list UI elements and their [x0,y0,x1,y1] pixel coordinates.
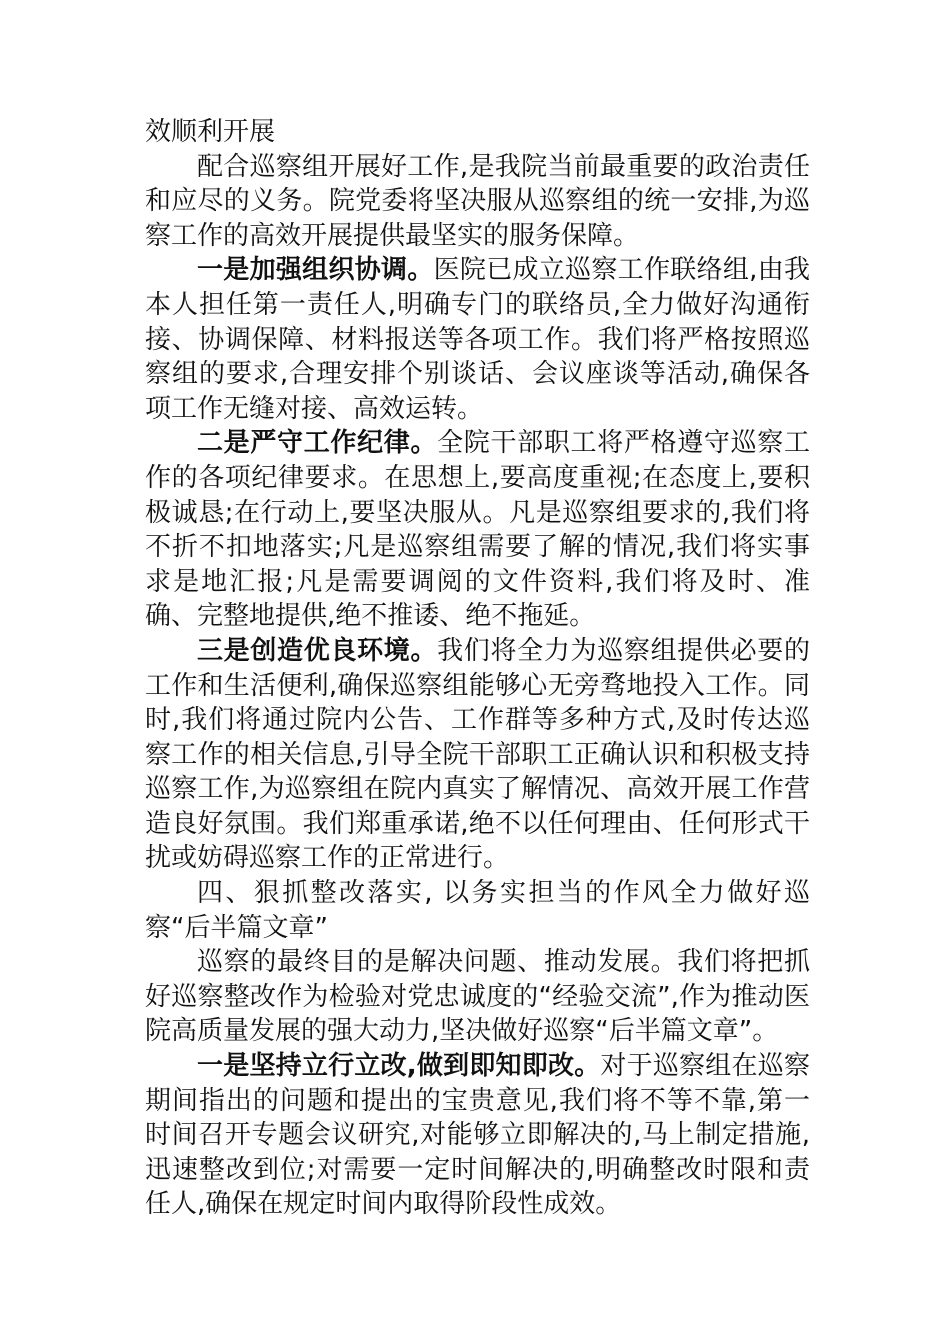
paragraph-text: 医院已成立巡察工作联络组,由我本人担任第一责任人,明确专门的联络员,全力做好沟通衔接、协调保障、材料报送等各项工作。我们将严格按照巡察组的要求,合理安排个别谈话、会议座谈等活动,确保各项工作无缝对接、高效运转。 [145,255,810,424]
section-heading [145,876,810,945]
paragraph-lead: 一是加强组织协调。 [197,255,434,286]
paragraph-environment [145,634,810,876]
paragraph-lead: 二是严守工作纪律。 [197,428,438,459]
paragraph-text: 对于巡察组在巡察期间指出的问题和提出的宝贵意见,我们将不等不靠,第一时间召开专题会议研究,对能够立即解决的,马上制定措施,迅速整改到位;对需要一定时间解决的,明确整改时限和责任人,确保在规定时间内取得阶段性成效。 [145,1051,810,1220]
paragraph-text: 我们将全力为巡察组提供必要的工作和生活便利,确保巡察组能够心无旁骛地投入工作。同时,我们将通过院内公告、工作群等多种方式,及时传达巡察工作的相关信息,引导全院干部职工正确认识和积极支持巡察工作,为巡察组在院内真实了解情况、高效开展工作营造良好氛围。我们郑重承诺,绝不以任何理由、任何形式干扰或妨碍巡察工作的正常进行。 [145,635,810,874]
paragraph-discipline [145,426,810,634]
paragraph-immediate-action [145,1049,810,1222]
paragraph-text: 配合巡察组开展好工作,是我院当前最重要的政治责任和应尽的义务。院党委将坚决服从巡察组的统一安排,为巡察工作的高效开展提供最坚实的服务保障。 [145,151,810,251]
paragraph-continuation [145,115,810,150]
paragraph-organization [145,253,810,426]
document-page [145,115,810,1222]
paragraph-text: 效顺利开展 [145,117,276,147]
paragraph-intro [145,150,810,254]
paragraph-text: 巡察的最终目的是解决问题、推动发展。我们将把抓好巡察整改作为检验对党忠诚度的“经验交流”,作为推动医院高质量发展的强大动力,坚决做好巡察“后半篇文章”。 [145,947,810,1047]
paragraph-rectification [145,945,810,1049]
paragraph-lead: 一是坚持立行立改,做到即知即改。 [197,1051,601,1082]
paragraph-lead: 三是创造优良环境。 [197,635,438,666]
heading-text: 四、狠抓整改落实, 以务实担当的作风全力做好巡察“后半篇文章” [145,878,810,943]
paragraph-text: 全院干部职工将严格遵守巡察工作的各项纪律要求。在思想上,要高度重视;在态度上,要积极诚恳;在行动上,要坚决服从。凡是巡察组要求的,我们将不折不扣地落实;凡是巡察组需要了解的情况,我们将实事求是地汇报;凡是需要调阅的文件资料,我们将及时、准确、完整地提供,绝不推诿、绝不拖延。 [145,428,810,632]
